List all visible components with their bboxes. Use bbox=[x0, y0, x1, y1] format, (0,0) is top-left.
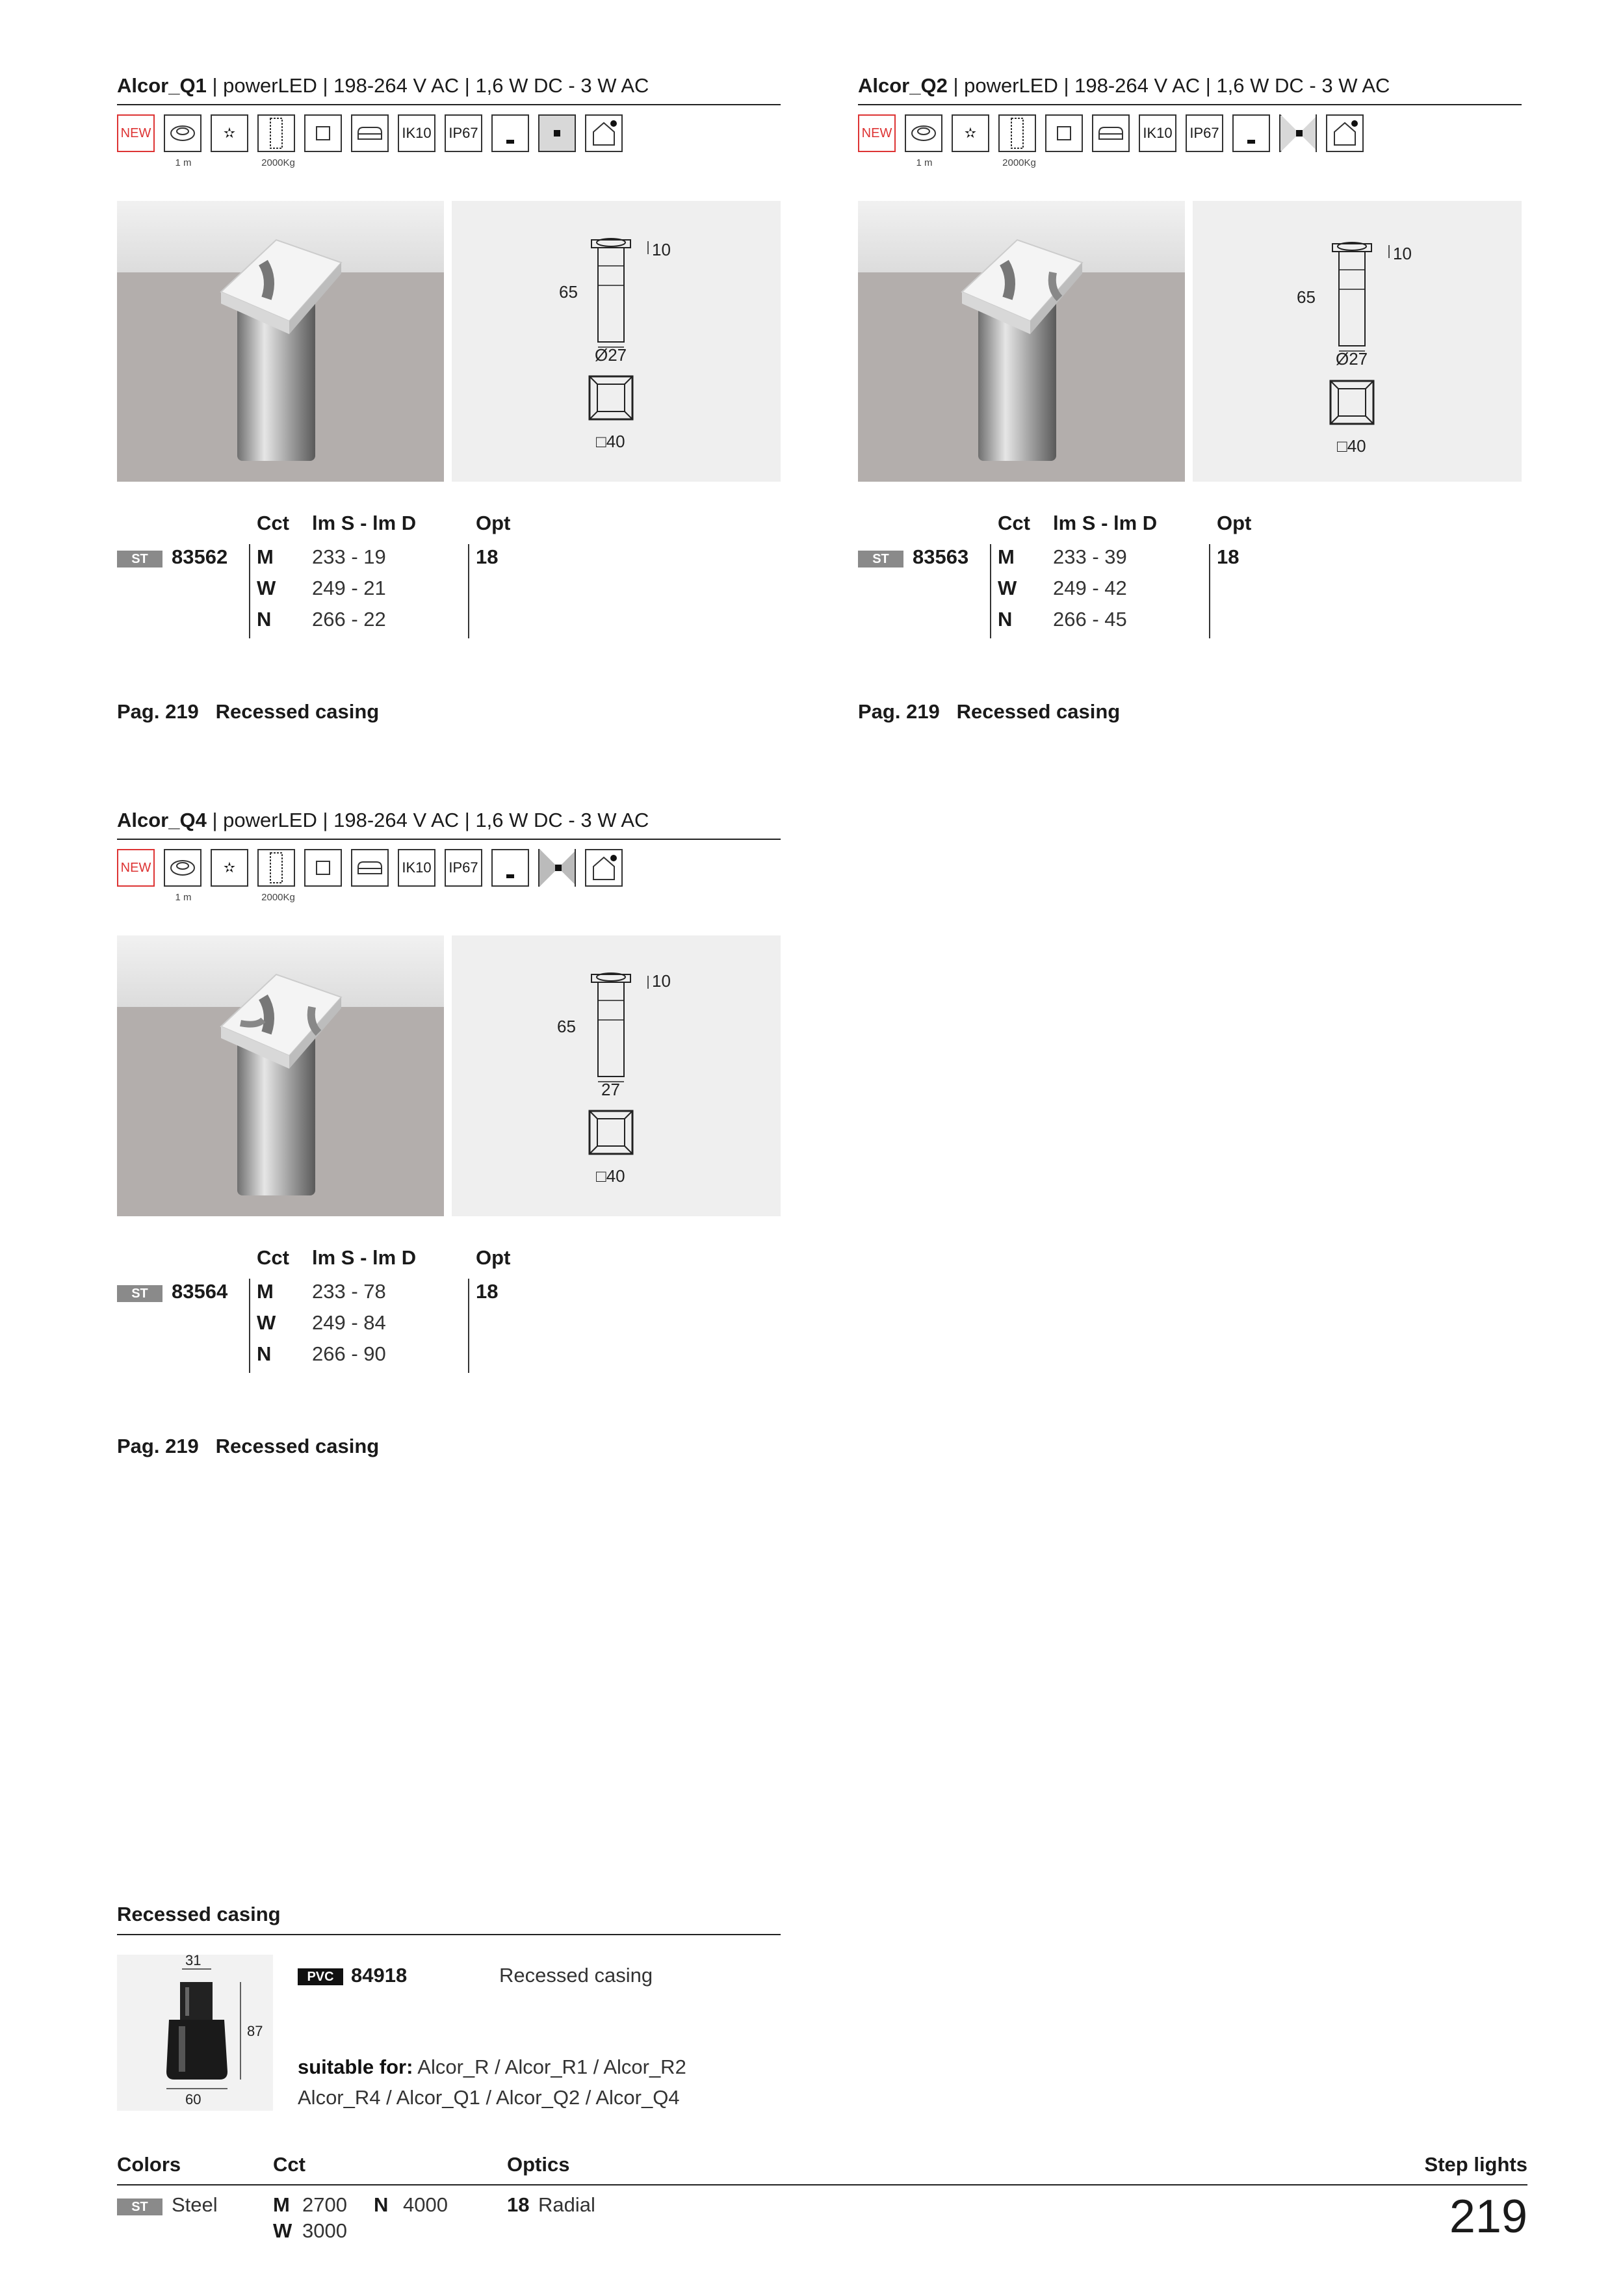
header-lm: lm S - lm D bbox=[312, 1246, 417, 1269]
suitable-for-line-2: Alcor_R4 / Alcor_Q1 / Alcor_Q2 / Alcor_Q4 bbox=[298, 2086, 680, 2109]
header-lm: lm S - lm D bbox=[1053, 512, 1158, 534]
header-opt: Opt bbox=[476, 1246, 511, 1269]
color-name: Steel bbox=[172, 2193, 218, 2216]
load-label: 2000Kg bbox=[261, 892, 295, 903]
casing-code: 84918 bbox=[351, 1964, 408, 1987]
star-icon: ✫ bbox=[211, 114, 248, 152]
header-opt: Opt bbox=[476, 512, 511, 534]
beam-center-icon bbox=[538, 114, 576, 152]
cct-n-value: 4000 bbox=[403, 2193, 448, 2216]
product-alcor-q1 bbox=[117, 73, 781, 723]
drive-over-icon bbox=[257, 849, 295, 887]
header-opt: Opt bbox=[1217, 512, 1252, 534]
ik-rating: IK10 bbox=[1139, 114, 1176, 152]
product-alcor-q4 bbox=[117, 807, 781, 1457]
new-badge: NEW bbox=[117, 114, 155, 152]
dim-square: □40 bbox=[596, 1166, 625, 1186]
cable-icon bbox=[905, 114, 942, 152]
cct-m: M bbox=[273, 2193, 290, 2216]
dim-top: 10 bbox=[652, 971, 671, 991]
table-row: M bbox=[257, 545, 274, 568]
header-cct: Cct bbox=[257, 512, 289, 534]
product-alcor-q2 bbox=[858, 73, 1522, 723]
table-row: M bbox=[257, 1280, 274, 1303]
page-reference: Pag. 219 Recessed casing bbox=[858, 700, 1121, 723]
section-label: Step lights bbox=[1424, 2153, 1527, 2176]
dim-top: 10 bbox=[1393, 244, 1412, 263]
suitable-for-line-1: suitable for: Alcor_R / Alcor_R1 / Alcor_R2 bbox=[298, 2055, 686, 2078]
opt-value: 18 bbox=[1217, 545, 1240, 568]
cable-icon bbox=[164, 849, 201, 887]
cable-label: 1 m bbox=[916, 157, 933, 168]
casing-description: Recessed casing bbox=[499, 1964, 653, 1987]
casing-drawing bbox=[117, 1952, 273, 2111]
new-badge: NEW bbox=[117, 849, 155, 887]
ik-rating: IK10 bbox=[398, 114, 435, 152]
ik-rating: IK10 bbox=[398, 849, 435, 887]
product-title: Alcor_Q2 | powerLED | 198-264 V AC | 1,6 W DC - 3 W AC bbox=[858, 73, 1522, 105]
optic-code: 18 bbox=[507, 2193, 530, 2216]
page-footer bbox=[117, 2152, 1527, 2257]
page-reference: Pag. 219 Recessed casing bbox=[117, 1435, 380, 1457]
cct-label: Cct bbox=[273, 2153, 305, 2176]
table-row: W bbox=[998, 577, 1017, 599]
outdoor-house-icon bbox=[585, 114, 623, 152]
load-label: 2000Kg bbox=[261, 157, 295, 168]
cable-icon bbox=[164, 114, 201, 152]
casing-title: Recessed casing bbox=[117, 1901, 781, 1935]
product-title: Alcor_Q4 | powerLED | 198-264 V AC | 1,6 W DC - 3 W AC bbox=[117, 807, 781, 840]
dim-height: 65 bbox=[1297, 287, 1316, 307]
spec-table: Cct lm S - lm D Opt ST 83563 M 233 - 39 W 249 - 42 N 266 - 45 18 bbox=[858, 512, 1522, 642]
recessed-icon bbox=[1092, 114, 1130, 152]
product-code: 83564 bbox=[172, 1280, 228, 1303]
product-photo bbox=[117, 201, 444, 482]
cct-w-value: 3000 bbox=[302, 2219, 347, 2242]
cable-label: 1 m bbox=[175, 892, 192, 903]
cable-label: 1 m bbox=[175, 157, 192, 168]
dim-diameter: Ø27 bbox=[595, 345, 627, 365]
cct-m-value: 2700 bbox=[302, 2193, 347, 2216]
ip-rating: IP67 bbox=[445, 849, 482, 887]
outdoor-house-icon bbox=[585, 849, 623, 887]
table-row: N bbox=[998, 608, 1013, 631]
square-trim-icon bbox=[304, 114, 342, 152]
beam-down-icon bbox=[491, 114, 529, 152]
header-lm: lm S - lm D bbox=[312, 512, 417, 534]
dim-height: 65 bbox=[557, 1017, 576, 1036]
casing-dim-height: 87 bbox=[247, 2023, 263, 2039]
table-row: N bbox=[257, 1342, 272, 1365]
product-title: Alcor_Q1 | powerLED | 198-264 V AC | 1,6 W DC - 3 W AC bbox=[117, 73, 781, 105]
material-badge: ST bbox=[117, 1285, 162, 1302]
load-label: 2000Kg bbox=[1002, 157, 1036, 168]
dim-top: 10 bbox=[652, 240, 671, 259]
star-icon: ✫ bbox=[952, 114, 989, 152]
recessed-icon bbox=[351, 849, 389, 887]
new-badge: NEW bbox=[858, 114, 896, 152]
dim-diameter: 27 bbox=[601, 1080, 620, 1099]
product-photo bbox=[117, 935, 444, 1216]
page-number: 219 bbox=[1449, 2191, 1527, 2243]
square-trim-icon bbox=[304, 849, 342, 887]
beam-center-icon bbox=[1279, 114, 1317, 152]
drive-over-icon bbox=[998, 114, 1036, 152]
recessed-icon bbox=[351, 114, 389, 152]
colors-label: Colors bbox=[117, 2153, 181, 2176]
dim-square: □40 bbox=[596, 432, 625, 451]
product-code: 83562 bbox=[172, 545, 228, 568]
casing-dim-bottom: 60 bbox=[185, 2091, 201, 2107]
casing-dim-top: 31 bbox=[185, 1952, 201, 1968]
dim-diameter: Ø27 bbox=[1336, 349, 1368, 369]
opt-value: 18 bbox=[476, 545, 499, 568]
header-cct: Cct bbox=[257, 1246, 289, 1269]
square-trim-icon bbox=[1045, 114, 1083, 152]
cct-n: N bbox=[374, 2193, 389, 2216]
optic-name: Radial bbox=[538, 2193, 595, 2216]
spec-table: Cct lm S - lm D Opt ST 83564 M 233 - 78 W 249 - 84 N 266 - 90 18 bbox=[117, 1246, 781, 1376]
table-row: W bbox=[257, 577, 276, 599]
product-code: 83563 bbox=[913, 545, 969, 568]
dimension-drawing bbox=[452, 201, 781, 482]
ip-rating: IP67 bbox=[445, 114, 482, 152]
star-icon: ✫ bbox=[211, 849, 248, 887]
product-photo bbox=[858, 201, 1185, 482]
table-row: W bbox=[257, 1311, 276, 1334]
table-row: N bbox=[257, 608, 272, 631]
page-reference: Pag. 219 Recessed casing bbox=[117, 700, 380, 723]
material-badge: ST bbox=[117, 2198, 162, 2215]
table-row: M bbox=[998, 545, 1015, 568]
beam-down-icon bbox=[1232, 114, 1270, 152]
cct-w: W bbox=[273, 2219, 292, 2242]
dimension-drawing bbox=[452, 935, 781, 1216]
material-badge: ST bbox=[858, 551, 903, 567]
recessed-casing-section bbox=[117, 1901, 781, 2109]
outdoor-house-icon bbox=[1326, 114, 1364, 152]
beam-down-icon bbox=[491, 849, 529, 887]
optics-label: Optics bbox=[507, 2153, 570, 2176]
material-badge: ST bbox=[117, 551, 162, 567]
opt-value: 18 bbox=[476, 1280, 499, 1303]
header-cct: Cct bbox=[998, 512, 1030, 534]
beam-four-way-icon bbox=[538, 849, 576, 887]
ip-rating: IP67 bbox=[1186, 114, 1223, 152]
spec-table: Cct lm S - lm D Opt ST 83562 M 233 - 19 W 249 - 21 N 266 - 22 18 bbox=[117, 512, 781, 642]
dim-square: □40 bbox=[1337, 436, 1366, 456]
dim-height: 65 bbox=[559, 282, 578, 302]
material-badge: PVC bbox=[298, 1968, 343, 1985]
drive-over-icon bbox=[257, 114, 295, 152]
dimension-drawing bbox=[1193, 201, 1522, 482]
